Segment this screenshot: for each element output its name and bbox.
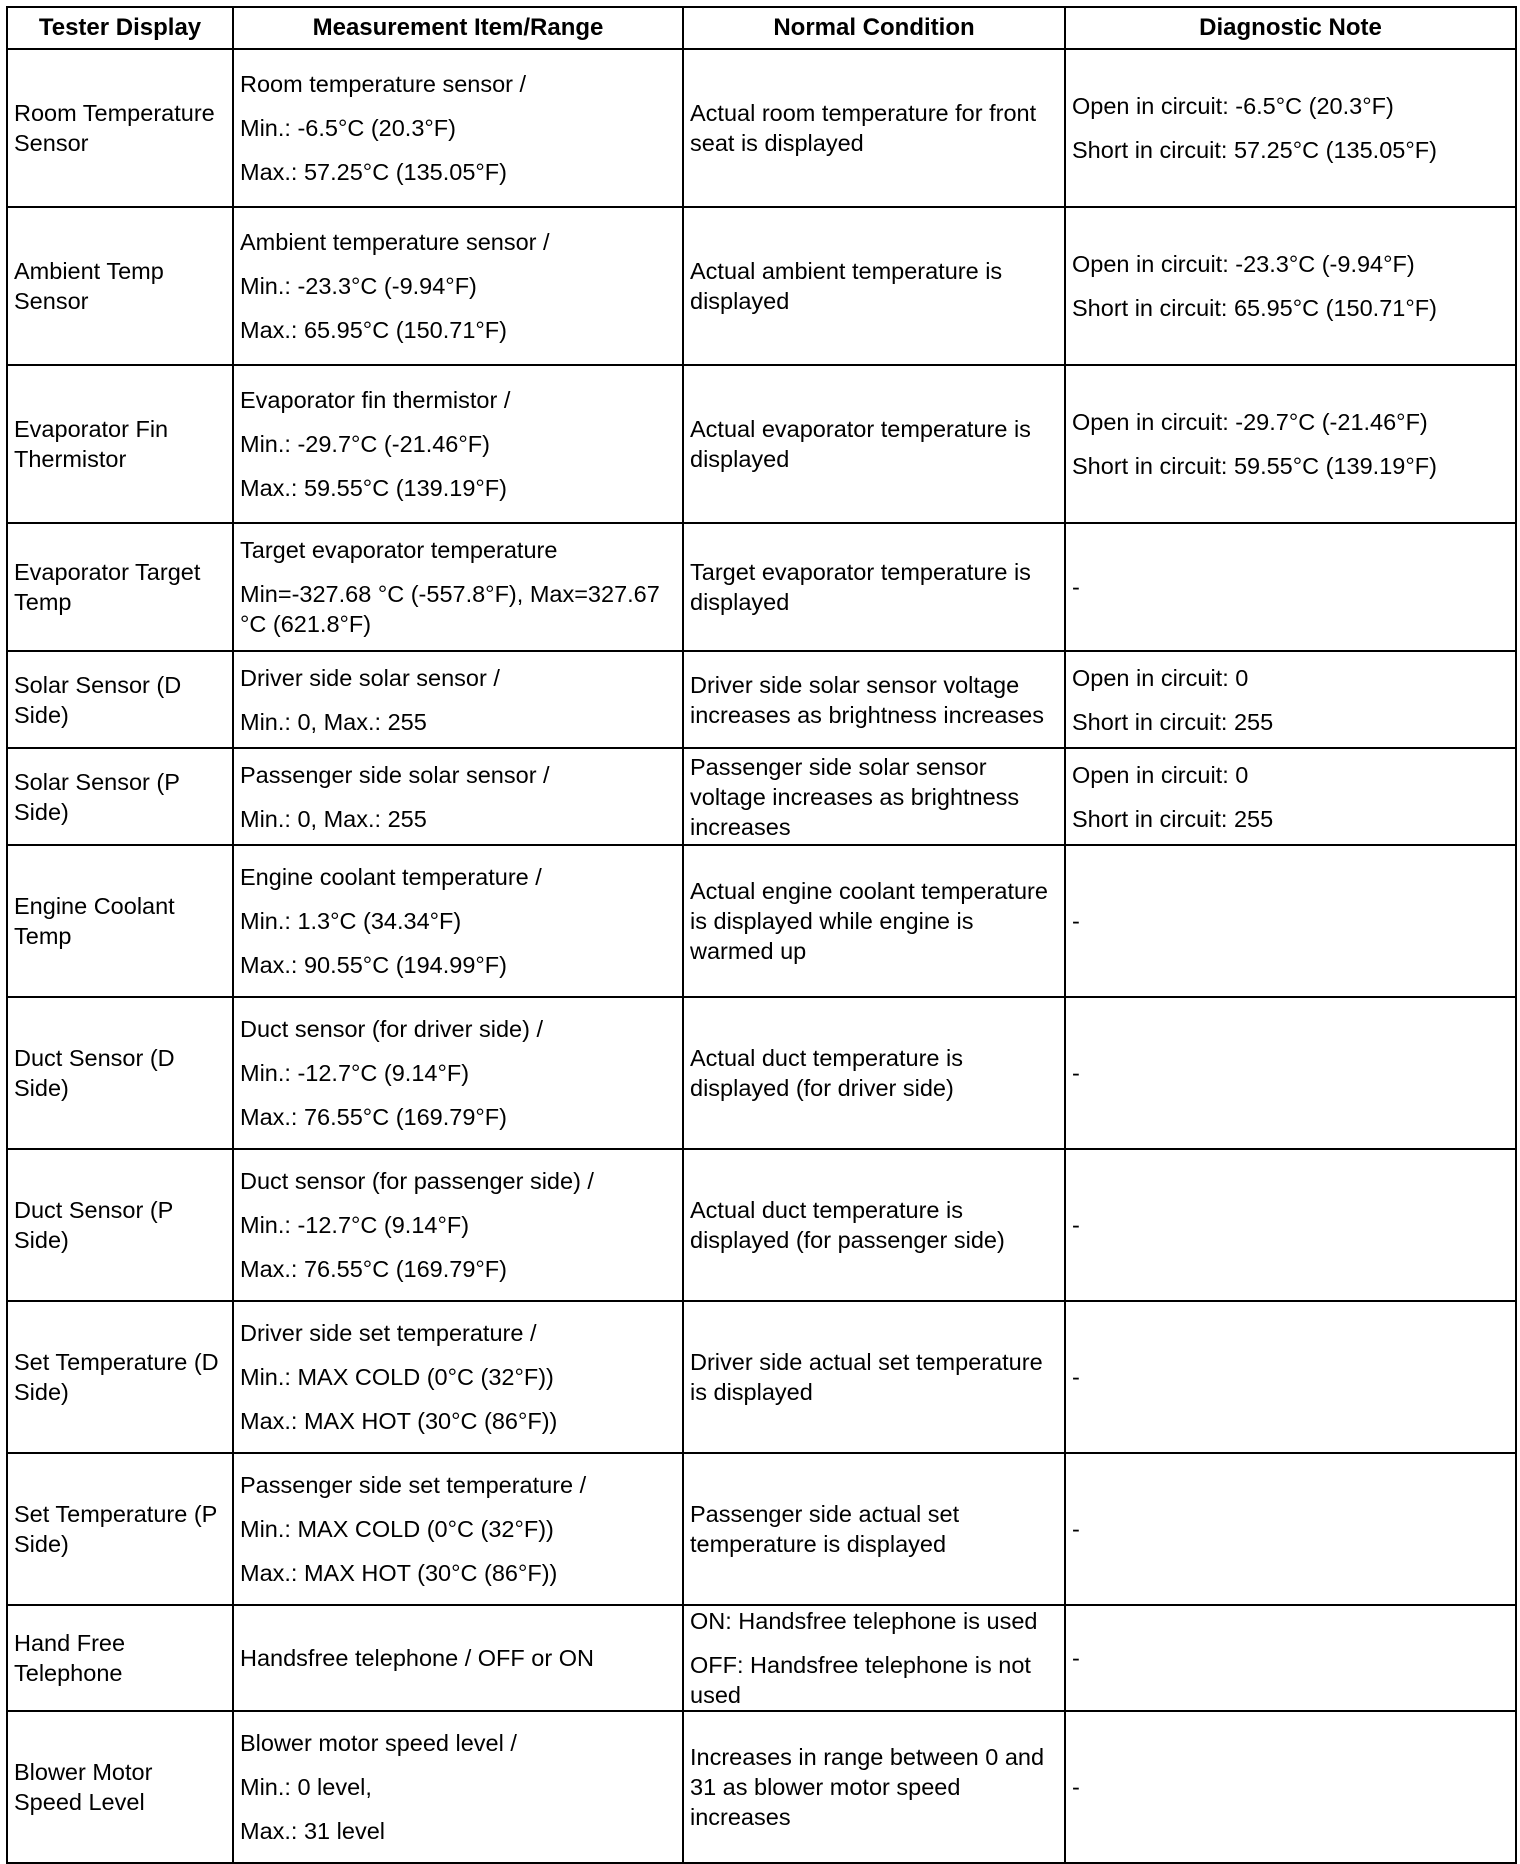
normal-condition-cell — [683, 49, 1065, 207]
normal-line: Target evaporator temperature is displayed — [690, 559, 1031, 615]
measurement-line: Driver side solar sensor / — [240, 664, 500, 691]
measurement-line: Min.: -12.7°C (9.14°F) — [240, 1212, 470, 1238]
measurement-line: Min.: -12.7°C (9.14°F) — [240, 1060, 470, 1086]
note-line: - — [1072, 1364, 1080, 1390]
measurement-cell — [233, 1301, 683, 1453]
measurement-cell — [233, 523, 683, 651]
measurement-cell — [233, 748, 683, 845]
header-normal-condition: Normal Condition — [683, 7, 1065, 49]
tester-display-cell: Evaporator Target Temp — [7, 523, 233, 651]
measurement-line: Max.: 31 level — [240, 1818, 385, 1844]
tester-display-cell: Solar Sensor (D Side) — [7, 651, 233, 748]
note-line: Short in circuit: 65.95°C (150.71°F) — [1072, 295, 1437, 321]
measurement-line: Min.: 0 level, — [240, 1774, 372, 1800]
measurement-line: Min.: -23.3°C (-9.94°F) — [240, 273, 477, 299]
measurement-line: Duct sensor (for passenger side) / — [240, 1168, 594, 1194]
measurement-line: Max.: MAX HOT (30°C (86°F)) — [240, 1408, 558, 1434]
measurement-line: Handsfree telephone / OFF or ON — [240, 1645, 594, 1671]
measurement-line: Max.: 65.95°C (150.71°F) — [240, 317, 507, 343]
normal-line: Driver side actual set temperature is displayed — [690, 1349, 1043, 1405]
note-line: Open in circuit: -23.3°C (-9.94°F) — [1072, 251, 1415, 277]
normal-line: Driver side solar sensor voltage increases as brightness increases — [690, 671, 1044, 728]
normal-condition-cell — [683, 1149, 1065, 1301]
measurement-cell — [233, 651, 683, 748]
tester-display-cell: Duct Sensor (D Side) — [7, 997, 233, 1149]
diagnostic-note-cell — [1065, 748, 1516, 845]
measurement-cell — [233, 997, 683, 1149]
tester-display-cell: Room Temperature Sensor — [7, 49, 233, 207]
normal-condition-cell — [683, 748, 1065, 845]
measurement-cell — [233, 1605, 683, 1711]
table-row — [7, 1149, 1516, 1301]
table-row — [7, 1711, 1516, 1863]
measurement-line: Driver side set temperature / — [240, 1320, 537, 1346]
tester-display-cell: Set Temperature (D Side) — [7, 1301, 233, 1453]
measurement-line: Blower motor speed level / — [240, 1730, 517, 1756]
diagnostic-note-cell — [1065, 997, 1516, 1149]
note-line: - — [1072, 1645, 1080, 1671]
note-line: Open in circuit: 0 — [1072, 664, 1249, 691]
measurement-cell — [233, 1453, 683, 1605]
diagnostic-note-cell — [1065, 365, 1516, 523]
measurement-line: Min.: MAX COLD (0°C (32°F)) — [240, 1364, 554, 1390]
diagnostic-note-cell — [1065, 1149, 1516, 1301]
diagnostic-note-cell — [1065, 1711, 1516, 1863]
normal-line: Actual evaporator temperature is displayed — [690, 416, 1031, 472]
note-line: Open in circuit: -29.7°C (-21.46°F) — [1072, 409, 1428, 435]
note-line: Open in circuit: 0 — [1072, 761, 1249, 788]
measurement-line: Passenger side set temperature / — [240, 1472, 587, 1498]
table-row — [7, 365, 1516, 523]
measurement-line: Duct sensor (for driver side) / — [240, 1016, 543, 1042]
normal-condition-cell — [683, 1453, 1065, 1605]
diagnostic-note-cell — [1065, 1605, 1516, 1711]
measurement-line: Max.: 76.55°C (169.79°F) — [240, 1256, 507, 1282]
note-line: - — [1072, 1060, 1080, 1086]
note-line: Short in circuit: 57.25°C (135.05°F) — [1072, 137, 1437, 163]
tester-display-cell: Evaporator Fin Thermistor — [7, 365, 233, 523]
measurement-line: Min.: -6.5°C (20.3°F) — [240, 115, 456, 141]
measurement-line: Max.: 59.55°C (139.19°F) — [240, 475, 507, 501]
table-row — [7, 748, 1516, 845]
measurement-line: Target evaporator temperature — [240, 537, 558, 563]
normal-line: Actual engine coolant temperature is displayed while engine is warmed up — [690, 878, 1048, 964]
tester-display-cell: Hand Free Telephone — [7, 1605, 233, 1711]
measurement-cell — [233, 845, 683, 997]
normal-condition-cell — [683, 365, 1065, 523]
table-row — [7, 651, 1516, 748]
measurement-line: Room temperature sensor / — [240, 71, 527, 97]
measurement-line: Ambient temperature sensor / — [240, 229, 550, 255]
measurement-line: Engine coolant temperature / — [240, 864, 542, 890]
normal-line: OFF: Handsfree telephone is not used — [690, 1652, 1031, 1708]
header-tester-display: Tester Display — [7, 7, 233, 49]
tester-display-cell: Blower Motor Speed Level — [7, 1711, 233, 1863]
note-line: - — [1072, 1516, 1080, 1542]
normal-condition-cell — [683, 997, 1065, 1149]
tester-display-cell: Set Temperature (P Side) — [7, 1453, 233, 1605]
diagnostic-note-cell — [1065, 1453, 1516, 1605]
normal-line: Actual duct temperature is displayed (for passenger side) — [690, 1197, 1005, 1253]
header-diagnostic-note: Diagnostic Note — [1065, 7, 1516, 49]
measurement-line: Min.: -29.7°C (-21.46°F) — [240, 431, 490, 457]
table-row — [7, 1605, 1516, 1711]
measurement-cell — [233, 1711, 683, 1863]
measurement-line: Max.: 57.25°C (135.05°F) — [240, 159, 507, 185]
note-line: Short in circuit: 59.55°C (139.19°F) — [1072, 453, 1437, 479]
diagnostic-data-table — [6, 6, 1517, 1864]
table-row — [7, 207, 1516, 365]
note-line: - — [1072, 1212, 1080, 1238]
measurement-cell — [233, 207, 683, 365]
table-row — [7, 1453, 1516, 1605]
measurement-line: Min.: 0, Max.: 255 — [240, 708, 427, 735]
measurement-cell — [233, 49, 683, 207]
table-row — [7, 845, 1516, 997]
measurement-line: Evaporator fin thermistor / — [240, 387, 511, 413]
normal-condition-cell — [683, 523, 1065, 651]
measurement-line: Max.: MAX HOT (30°C (86°F)) — [240, 1560, 558, 1586]
normal-line: Increases in range between 0 and 31 as blower motor speed increases — [690, 1744, 1045, 1830]
note-line: - — [1072, 1774, 1080, 1800]
normal-line: Passenger side actual set temperature is displayed — [690, 1501, 960, 1557]
measurement-line: Min=-327.68 °C (-557.8°F), Max=327.67 °C (621.8°F) — [240, 581, 660, 637]
normal-line: Actual duct temperature is displayed (for driver side) — [690, 1045, 963, 1101]
normal-line: Actual room temperature for front seat is displayed — [690, 100, 1037, 156]
note-line: Open in circuit: -6.5°C (20.3°F) — [1072, 93, 1394, 119]
normal-condition-cell — [683, 845, 1065, 997]
normal-line: Passenger side solar sensor voltage increases as brightness increases — [690, 753, 1020, 840]
measurement-cell — [233, 1149, 683, 1301]
normal-condition-cell — [683, 1711, 1065, 1863]
note-line: - — [1072, 574, 1080, 600]
diagnostic-note-cell — [1065, 207, 1516, 365]
normal-condition-cell — [683, 207, 1065, 365]
diagnostic-note-cell — [1065, 651, 1516, 748]
table-row — [7, 1301, 1516, 1453]
table-header-row — [7, 7, 1516, 49]
measurement-line: Passenger side solar sensor / — [240, 761, 550, 788]
table-row — [7, 997, 1516, 1149]
table-row — [7, 523, 1516, 651]
diagnostic-note-cell — [1065, 523, 1516, 651]
normal-condition-cell — [683, 1301, 1065, 1453]
measurement-cell — [233, 365, 683, 523]
tester-display-cell: Duct Sensor (P Side) — [7, 1149, 233, 1301]
table-row — [7, 49, 1516, 207]
measurement-line: Min.: MAX COLD (0°C (32°F)) — [240, 1516, 554, 1542]
measurement-line: Max.: 90.55°C (194.99°F) — [240, 952, 507, 978]
tester-display-cell: Solar Sensor (P Side) — [7, 748, 233, 845]
measurement-line: Min.: 0, Max.: 255 — [240, 805, 427, 832]
note-line: Short in circuit: 255 — [1072, 805, 1274, 832]
measurement-line: Max.: 76.55°C (169.79°F) — [240, 1104, 507, 1130]
measurement-line: Min.: 1.3°C (34.34°F) — [240, 908, 462, 934]
note-line: - — [1072, 908, 1080, 934]
normal-condition-cell — [683, 1605, 1065, 1711]
diagnostic-note-cell — [1065, 845, 1516, 997]
normal-line: Actual ambient temperature is displayed — [690, 258, 1003, 314]
diagnostic-note-cell — [1065, 1301, 1516, 1453]
header-measurement-item: Measurement Item/Range — [233, 7, 683, 49]
normal-condition-cell — [683, 651, 1065, 748]
tester-display-cell: Ambient Temp Sensor — [7, 207, 233, 365]
diagnostic-note-cell — [1065, 49, 1516, 207]
tester-display-cell: Engine Coolant Temp — [7, 845, 233, 997]
normal-line: ON: Handsfree telephone is used — [690, 1608, 1038, 1634]
note-line: Short in circuit: 255 — [1072, 708, 1274, 735]
